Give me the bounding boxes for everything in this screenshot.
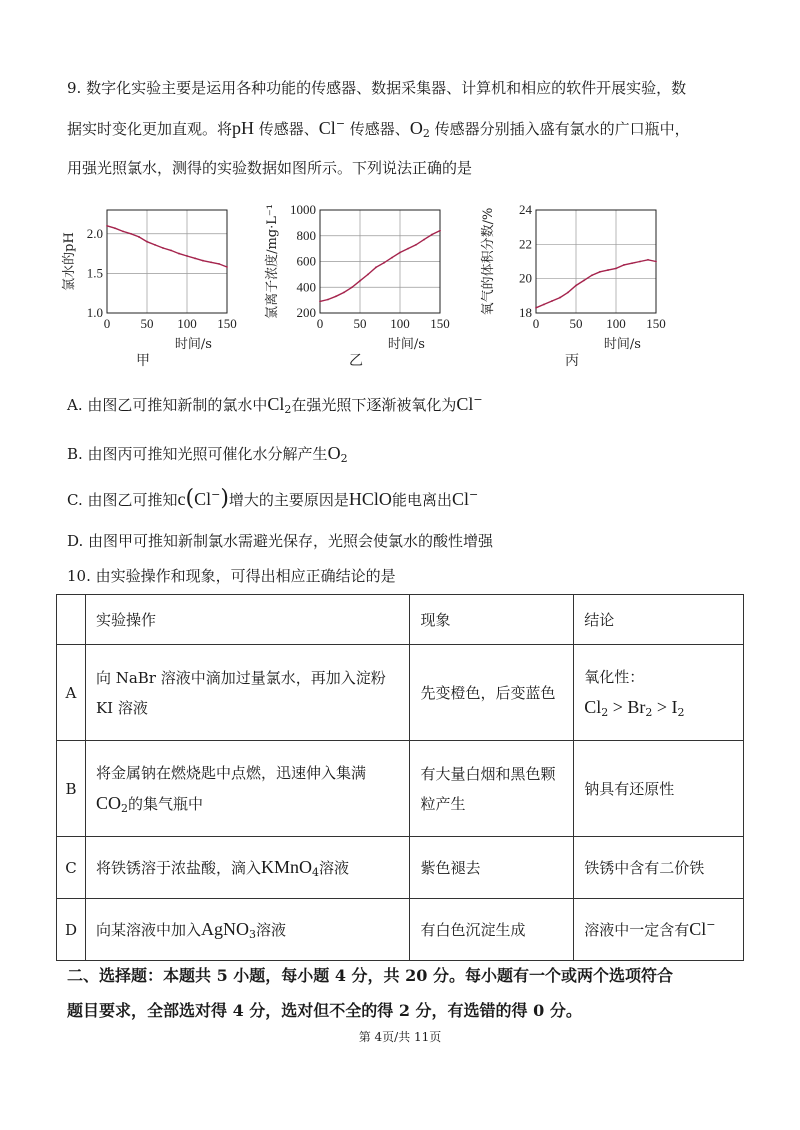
data-point xyxy=(226,266,228,268)
row-phenomenon: 先变橙色，后变蓝色 xyxy=(410,645,574,741)
data-point xyxy=(583,279,585,281)
data-point xyxy=(106,225,108,227)
header-phenomenon: 现象 xyxy=(410,595,574,645)
series-line xyxy=(320,231,440,302)
data-point xyxy=(114,227,116,229)
row-operation: 向某溶液中加入AgNO$_3$溶液 xyxy=(85,899,410,961)
y-tick-label: 1000 xyxy=(290,202,316,217)
x-tick-label: 0 xyxy=(316,316,324,331)
data-point xyxy=(399,252,401,254)
option-b: B. 由图丙可推知光照可催化水分解产生$O_2$ xyxy=(67,443,348,465)
data-point xyxy=(599,271,601,273)
y-axis-label: 氯离子浓度/mg·L⁻¹ xyxy=(265,204,280,319)
y-tick-label: 18 xyxy=(519,305,532,320)
data-point xyxy=(130,233,132,235)
row-phenomenon: 有白色沉淀生成 xyxy=(410,899,574,961)
y-tick-label: 400 xyxy=(296,279,316,295)
row-conclusion: 铁锈中含有二价铁 xyxy=(574,837,744,899)
x-tick-label: 50 xyxy=(569,316,583,331)
data-point xyxy=(154,244,156,246)
section-2-line-2: 题目要求，全部选对得 4 分，选对但不全的得 2 分，有选错的得 0 分。 xyxy=(67,1001,582,1020)
data-point xyxy=(639,261,641,263)
x-tick-label: 50 xyxy=(353,316,367,331)
chart-caption: 丙 xyxy=(565,353,579,369)
q9-line-3: 用强光照氯水，测得的实验数据如图所示。下列说法正确的是 xyxy=(67,159,473,177)
data-point xyxy=(327,299,329,301)
data-point xyxy=(559,297,561,299)
data-point xyxy=(202,260,204,262)
row-conclusion: 钠具有还原性 xyxy=(574,741,744,837)
y-tick-label: 22 xyxy=(519,236,532,252)
data-point xyxy=(647,259,649,261)
data-point xyxy=(439,230,441,232)
row-label: D xyxy=(57,899,86,961)
x-tick-label: 150 xyxy=(430,316,450,331)
data-point xyxy=(631,262,633,264)
table-row xyxy=(57,645,744,741)
row-label: C xyxy=(57,837,86,899)
data-point xyxy=(383,262,385,264)
data-point xyxy=(591,274,593,276)
table-row xyxy=(57,899,744,961)
data-point xyxy=(655,261,657,263)
y-tick-label: 1.0 xyxy=(86,305,103,320)
data-point xyxy=(423,239,425,241)
data-point xyxy=(186,255,188,257)
data-point xyxy=(170,250,172,252)
header-conclusion: 结论 xyxy=(574,595,744,645)
y-tick-label: 200 xyxy=(296,305,316,320)
data-point xyxy=(407,248,409,250)
x-tick-label: 150 xyxy=(646,316,666,331)
header-label xyxy=(57,595,86,645)
section-2-line-1: 二、选择题：本题共 5 小题，每小题 4 分，共 20 分。每小题有一个或两个选项符合 xyxy=(67,966,673,985)
y-tick-label: 20 xyxy=(519,270,532,286)
page-footer: 第 4页/共 11页 xyxy=(358,1030,442,1044)
data-point xyxy=(218,263,220,265)
row-label: B xyxy=(57,741,86,837)
data-point xyxy=(623,264,625,266)
data-point xyxy=(575,285,577,287)
series-line xyxy=(536,260,656,308)
series-line xyxy=(107,226,227,267)
y-tick-label: 2.0 xyxy=(86,225,103,241)
chart-bing xyxy=(481,195,684,369)
data-point xyxy=(567,292,569,294)
data-point xyxy=(391,257,393,259)
data-point xyxy=(415,244,417,246)
option-d: D. 由图甲可推知新制氯水需避光保存，光照会使氯水的酸性增强 xyxy=(67,532,494,550)
y-tick-label: 24 xyxy=(519,202,532,217)
data-point xyxy=(367,273,369,275)
header-operation: 实验操作 xyxy=(85,595,410,645)
data-point xyxy=(343,292,345,294)
data-point xyxy=(162,247,164,249)
row-conclusion: 溶液中一定含有Cl− xyxy=(574,899,744,961)
q9-line-2: 据实时变化更加直观。将pH 传感器、Cl− 传感器、$O_2$ 传感器分别插入盛有氯水的广口瓶中， xyxy=(67,117,690,140)
data-point xyxy=(178,253,180,255)
x-axis-label: 时间/s xyxy=(174,337,212,352)
data-point xyxy=(551,300,553,302)
y-tick-label: 800 xyxy=(296,227,316,243)
x-tick-label: 0 xyxy=(103,316,111,331)
option-c: C. 由图乙可推知c(Cl−)增大的主要原因是HClO能电离出Cl− xyxy=(67,486,479,511)
chart-caption: 甲 xyxy=(136,353,150,369)
data-point xyxy=(122,230,124,232)
experiment-table xyxy=(56,594,744,961)
x-tick-label: 50 xyxy=(140,316,154,331)
x-tick-label: 150 xyxy=(217,316,237,331)
row-operation: 向 NaBr 溶液中滴加过量氯水，再加入淀粉 KI 溶液 xyxy=(85,645,410,741)
data-point xyxy=(615,267,617,269)
data-point xyxy=(194,257,196,259)
option-a: A. 由图乙可推知新制的氯水中$Cl_2$在强光照下逐渐被氧化为Cl− xyxy=(67,393,483,416)
data-point xyxy=(607,269,609,271)
q10-stem: 10. 由实验操作和现象，可得出相应正确结论的是 xyxy=(67,567,396,585)
data-point xyxy=(138,236,140,238)
data-point xyxy=(375,266,377,268)
data-point xyxy=(431,234,433,236)
data-point xyxy=(543,304,545,306)
row-phenomenon: 有大量白烟和黑色颗 粒产生 xyxy=(410,741,574,837)
chart-jia xyxy=(55,195,255,369)
y-tick-label: 600 xyxy=(296,253,316,269)
table-row xyxy=(57,837,744,899)
row-label: A xyxy=(57,645,86,741)
x-axis-label: 时间/s xyxy=(387,337,425,352)
data-point xyxy=(146,241,148,243)
data-point xyxy=(359,280,361,282)
row-conclusion: 氧化性： $Cl_2 > Br_2 > I_2$ xyxy=(574,645,744,741)
row-operation: 将金属钠在燃烧匙中点燃，迅速伸入集满 $CO_2$的集气瓶中 xyxy=(85,741,410,837)
chart-caption: 乙 xyxy=(349,353,363,369)
row-operation: 将铁锈溶于浓盐酸，滴入KMnO$_4$溶液 xyxy=(85,837,410,899)
data-point xyxy=(351,286,353,288)
data-point xyxy=(210,261,212,263)
y-axis-label: 氯水的pH xyxy=(62,232,77,291)
x-tick-label: 100 xyxy=(390,316,410,331)
table-row xyxy=(57,741,744,837)
row-phenomenon: 紫色褪去 xyxy=(410,837,574,899)
table-header-row xyxy=(57,595,744,645)
data-point xyxy=(335,295,337,297)
y-axis-label: 氧气的体积分数/% xyxy=(481,207,496,316)
x-tick-label: 100 xyxy=(606,316,626,331)
x-axis-label: 时间/s xyxy=(603,337,641,352)
x-tick-label: 0 xyxy=(532,316,540,331)
y-tick-label: 1.5 xyxy=(86,265,103,281)
data-point xyxy=(535,307,537,309)
x-tick-label: 100 xyxy=(177,316,197,331)
chart-yi xyxy=(265,195,468,369)
q9-line-1: 9. 数字化实验主要是运用各种功能的传感器、数据采集器、计算机和相应的软件开展实验，数 xyxy=(67,79,687,97)
data-point xyxy=(319,301,321,303)
